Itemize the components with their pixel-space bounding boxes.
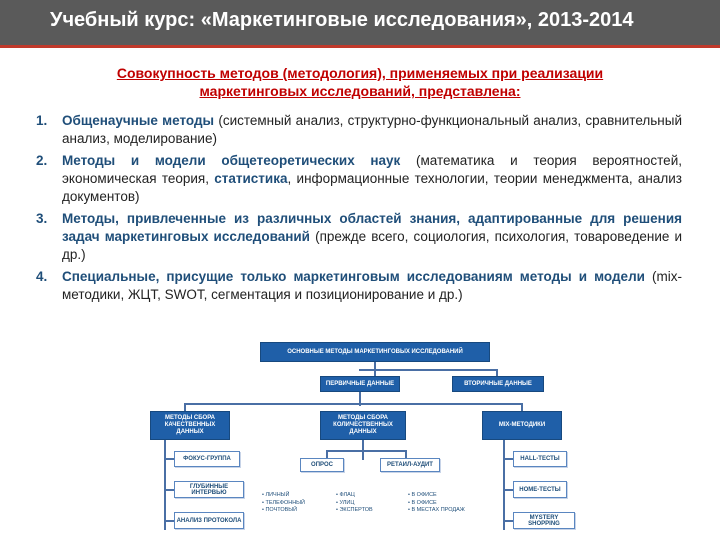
hall-tests-box: HALL-ТЕСТЫ <box>513 451 567 467</box>
connector-line <box>503 489 513 491</box>
item-lead: Методы и модели общетеоретических наук <box>62 153 401 168</box>
connector-line <box>405 450 407 458</box>
connector-line <box>326 450 406 452</box>
list-item <box>36 210 682 264</box>
connector-line <box>164 458 174 460</box>
protocol-analysis-box: АНАЛИЗ ПРОТОКОЛА <box>174 512 244 529</box>
connector-line <box>184 403 186 411</box>
primary-data-box: ПЕРВИЧНЫЕ ДАННЫЕ <box>320 376 400 392</box>
secondary-data-box: ВТОРИЧНЫЕ ДАННЫЕ <box>452 376 544 392</box>
intro-line-2: маркетинговых исследований, представлена: <box>199 83 521 99</box>
list-item: • В ОФИСЕ <box>408 492 465 500</box>
item-number: 2. <box>36 153 48 168</box>
connector-line <box>326 450 328 458</box>
item-rest: (системный анализ, структурно-функциональный анализ, сравнительный анализ, моделирование) <box>62 113 683 146</box>
item-number: 4. <box>36 269 48 284</box>
item-text <box>62 152 682 206</box>
home-tests-box: HOME-ТЕСТЫ <box>513 481 567 498</box>
item-rest: , информационные технологии, теории менеджмента, анализ документов) <box>62 171 682 204</box>
list-item: • ФЛАЦ <box>336 492 373 500</box>
connector-line <box>184 403 522 405</box>
connector-line <box>521 403 523 411</box>
methods-list <box>36 112 682 308</box>
item-text <box>62 268 682 304</box>
item-bold: статистика <box>214 171 288 186</box>
item-number: 1. <box>36 113 48 128</box>
connector-line <box>164 520 174 522</box>
item-rest: (математика и теория вероятностей, экономическая теория, <box>62 153 682 186</box>
place-types-list <box>408 492 465 515</box>
retail-audit-box: РЕТАИЛ-АУДИТ <box>380 458 440 472</box>
slide-title: Учебный курс: «Маркетинговые исследования», 2013-2014 <box>50 9 634 31</box>
list-item: • УЛИЦ <box>336 500 373 508</box>
item-text <box>62 112 682 148</box>
connector-line <box>359 369 497 371</box>
focus-group-box: ФОКУС-ГРУППА <box>174 451 240 467</box>
list-item: • ТЕЛЕФОННЫЙ <box>262 500 305 508</box>
survey-types-list <box>262 492 305 515</box>
item-lead: Специальные, присущие только маркетинговым исследованиям методы и модели <box>62 269 645 284</box>
connector-line <box>164 489 174 491</box>
item-number: 3. <box>36 211 48 226</box>
qualitative-methods-box: МЕТОДЫ СБОРА КАЧЕСТВЕННЫХ ДАННЫХ <box>150 411 230 440</box>
intro-heading <box>60 64 660 100</box>
list-item: • ПОЧТОВЫЙ <box>262 507 305 515</box>
item-rest: (прежде всего, социология, психология, товароведение и др.) <box>62 229 683 262</box>
connector-line <box>503 440 505 530</box>
title-bar <box>0 0 720 45</box>
connector-line <box>503 520 513 522</box>
title-underline <box>0 45 720 48</box>
list-item <box>36 268 682 304</box>
deep-interview-box: ГЛУБИННЫЕ ИНТЕРВЬЮ <box>174 481 244 498</box>
quantitative-methods-box: МЕТОДЫ СБОРА КОЛИЧЕСТВЕННЫХ ДАННЫХ <box>320 411 406 440</box>
item-lead: Общенаучные методы <box>62 113 215 128</box>
connector-line <box>164 440 166 530</box>
mix-methods-box: MIX-МЕТОДИКИ <box>482 411 562 440</box>
list-item: • В ОФИСЕ <box>408 500 465 508</box>
item-lead: Методы, привлеченные из различных областей знания, адаптированные для решения задач маркетинговых исследований <box>62 211 682 244</box>
item-rest: (mix-методики, ЖЦТ, SWOT, сегментация и позиционирование и др.) <box>62 269 682 302</box>
list-item: • ЛИЧНЫЙ <box>262 492 305 500</box>
list-item: • В МЕСТАХ ПРОДАЖ <box>408 507 465 515</box>
mystery-shopping-box: MYSTERY SHOPPING <box>513 512 575 529</box>
audit-types-list <box>336 492 373 515</box>
survey-box: ОПРОС <box>300 458 344 472</box>
intro-line-1: Совокупность методов (методология), применяемых при реализации <box>116 65 604 81</box>
list-item <box>36 152 682 206</box>
connector-line <box>503 458 513 460</box>
list-item: • ЭКСПЕРТОВ <box>336 507 373 515</box>
diagram-root: ОСНОВНЫЕ МЕТОДЫ МАРКЕТИНГОВЫХ ИССЛЕДОВАНИЙ <box>260 342 490 362</box>
list-item <box>36 112 682 148</box>
item-text <box>62 210 682 264</box>
